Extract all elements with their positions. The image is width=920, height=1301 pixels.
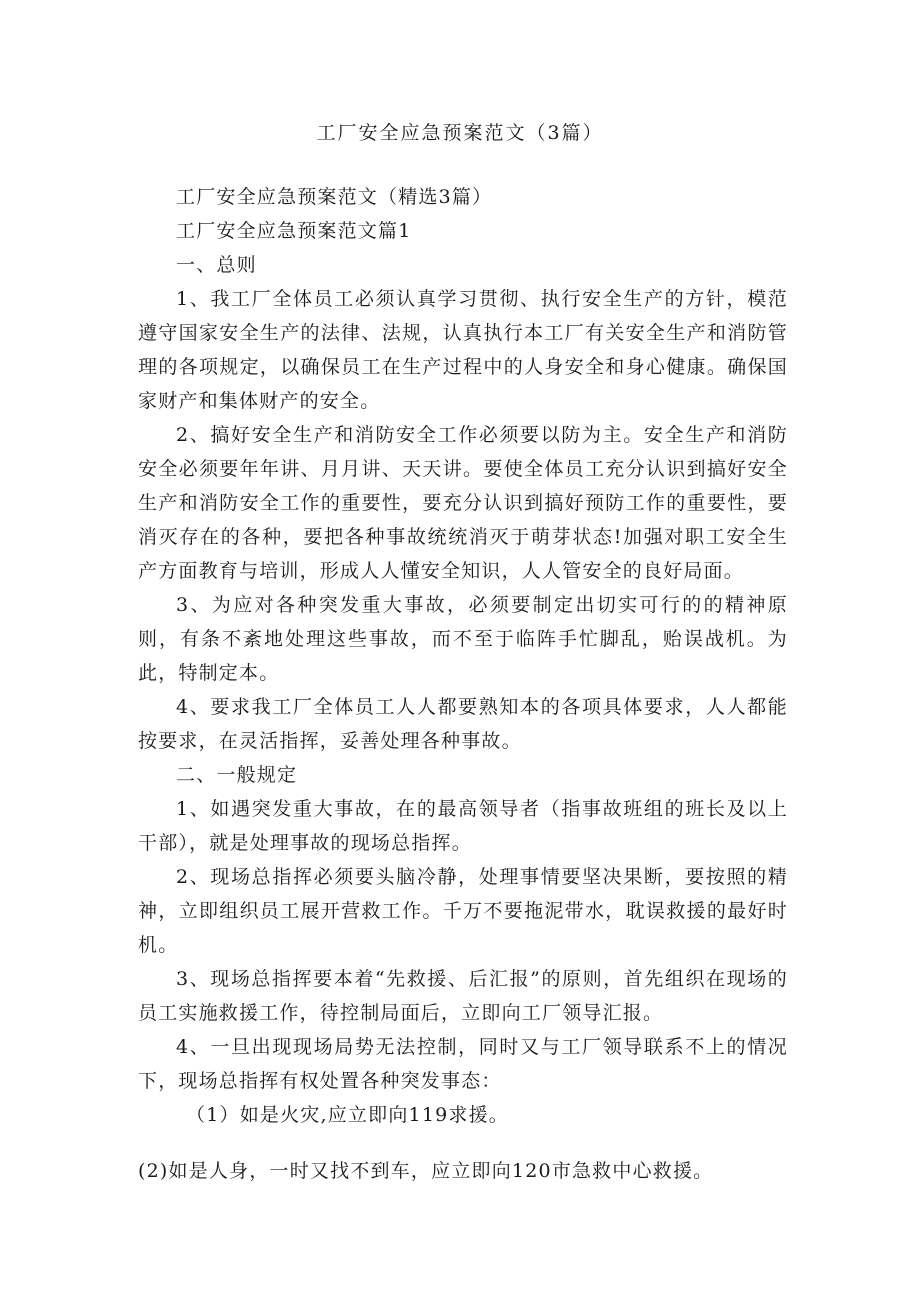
paragraph-section-heading: 工厂安全应急预案范文篇1 bbox=[176, 220, 412, 242]
paragraph-general-4: 4、要求我工厂全体员工人人都要熟知本的各项具体要求，人人都能按要求，在灵活指挥，妥善处理各种事故。 bbox=[138, 696, 788, 752]
paragraph-general-1: 1、我工厂全体员工必须认真学习贯彻、执行安全生产的方针，模范遵守国家安全生产的法律、法规，认真执行本工厂有关安全生产和消防管理的各项规定，以确保员工在生产过程中的人身安全和身心健康。确保国家财产和集体财产的安全。 bbox=[138, 288, 788, 412]
paragraph-heading-general: 一、总则 bbox=[176, 254, 257, 276]
paragraph-subtitle: 工厂安全应急预案范文（精选3篇） bbox=[176, 186, 493, 208]
paragraph-rules-4-item-1: （1）如是火灾,应立即向119求援。 bbox=[186, 1104, 509, 1126]
document-title: 工厂安全应急预案范文（3篇） bbox=[316, 122, 604, 144]
paragraph-general-3: 3、为应对各种突发重大事故，必须要制定出切实可行的的精神原则，有条不紊地处理这些事故，而不至于临阵手忙脚乱，贻误战机。为此，特制定本。 bbox=[138, 594, 788, 684]
paragraph-rules-4: 4、一旦出现现场局势无法控制，同时又与工厂领导联系不上的情况下，现场总指挥有权处置各种突发事态： bbox=[138, 1036, 788, 1092]
paragraph-rules-4-item-2: (2)如是人身，一时又找不到车，应立即向120市急救中心救援。 bbox=[138, 1160, 714, 1182]
document-body bbox=[138, 180, 788, 1188]
paragraph-general-2: 2、搞好安全生产和消防安全工作必须要以防为主。安全生产和消防安全必须要年年讲、月月讲、天天讲。要使全体员工充分认识到搞好安全生产和消防安全工作的重要性，要充分认识到搞好预防工作的重要性，要消灭存在的各种，要把各种事故统统消灭于萌芽状态!加强对职工安全生产方面教育与培训，形成人人懂安全知识，人人管安全的良好局面。 bbox=[138, 424, 788, 582]
paragraph-rules-2: 2、现场总指挥必须要头脑冷静，处理事情要坚决果断，要按照的精神，立即组织员工展开营救工作。千万不要拖泥带水，耽误救援的最好时机。 bbox=[138, 866, 788, 956]
paragraph-rules-3: 3、现场总指挥要本着“先救援、后汇报”的原则，首先组织在现场的员工实施救援工作，待控制局面后，立即向工厂领导汇报。 bbox=[138, 968, 788, 1024]
paragraph-heading-rules: 二、一般规定 bbox=[176, 764, 298, 786]
paragraph-rules-1: 1、如遇突发重大事故，在的最高领导者（指事故班组的班长及以上干部），就是处理事故的现场总指挥。 bbox=[138, 798, 788, 854]
